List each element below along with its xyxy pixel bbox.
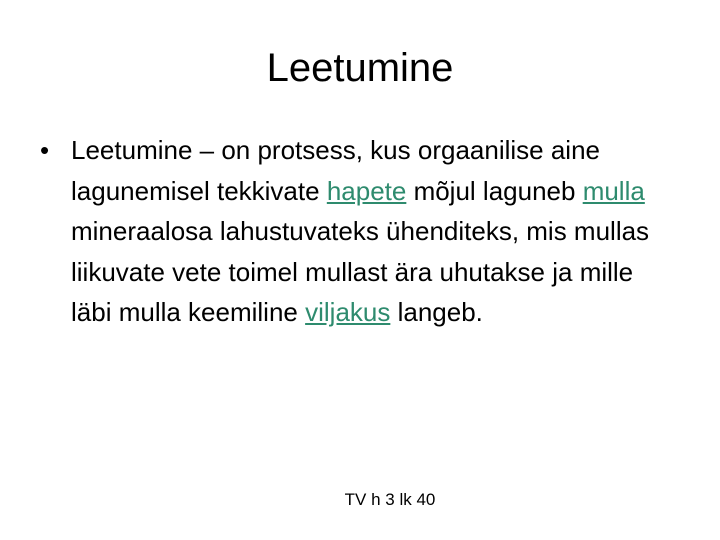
bullet-text-part-1: – on protsess, kus orgaanilise aine lagunemisel tekkivate — [71, 135, 600, 206]
link-hapete[interactable]: hapete — [326, 175, 407, 206]
bullet-item — [40, 130, 680, 333]
link-viljakus[interactable]: viljakus — [305, 297, 391, 327]
bullet-marker: • — [40, 135, 50, 165]
link-mulla[interactable]: mulla — [582, 175, 645, 206]
bullet-text-part-3: mineraalosa lahustuvateks ühenditeks, mis mullas liikuvate vete toimel mullast ära uhutakse ja mille läbi mulla keemiline — [71, 216, 650, 327]
bullet-text-part-4: langeb. — [390, 297, 483, 327]
slide-title: Leetumine — [266, 46, 454, 90]
bullet-term: Leetumine — [71, 135, 193, 165]
source-reference: TV h 3 lk 40 — [344, 490, 436, 509]
bullet-text-part-2: mõjul laguneb — [406, 175, 583, 206]
bullet-text — [71, 130, 680, 333]
